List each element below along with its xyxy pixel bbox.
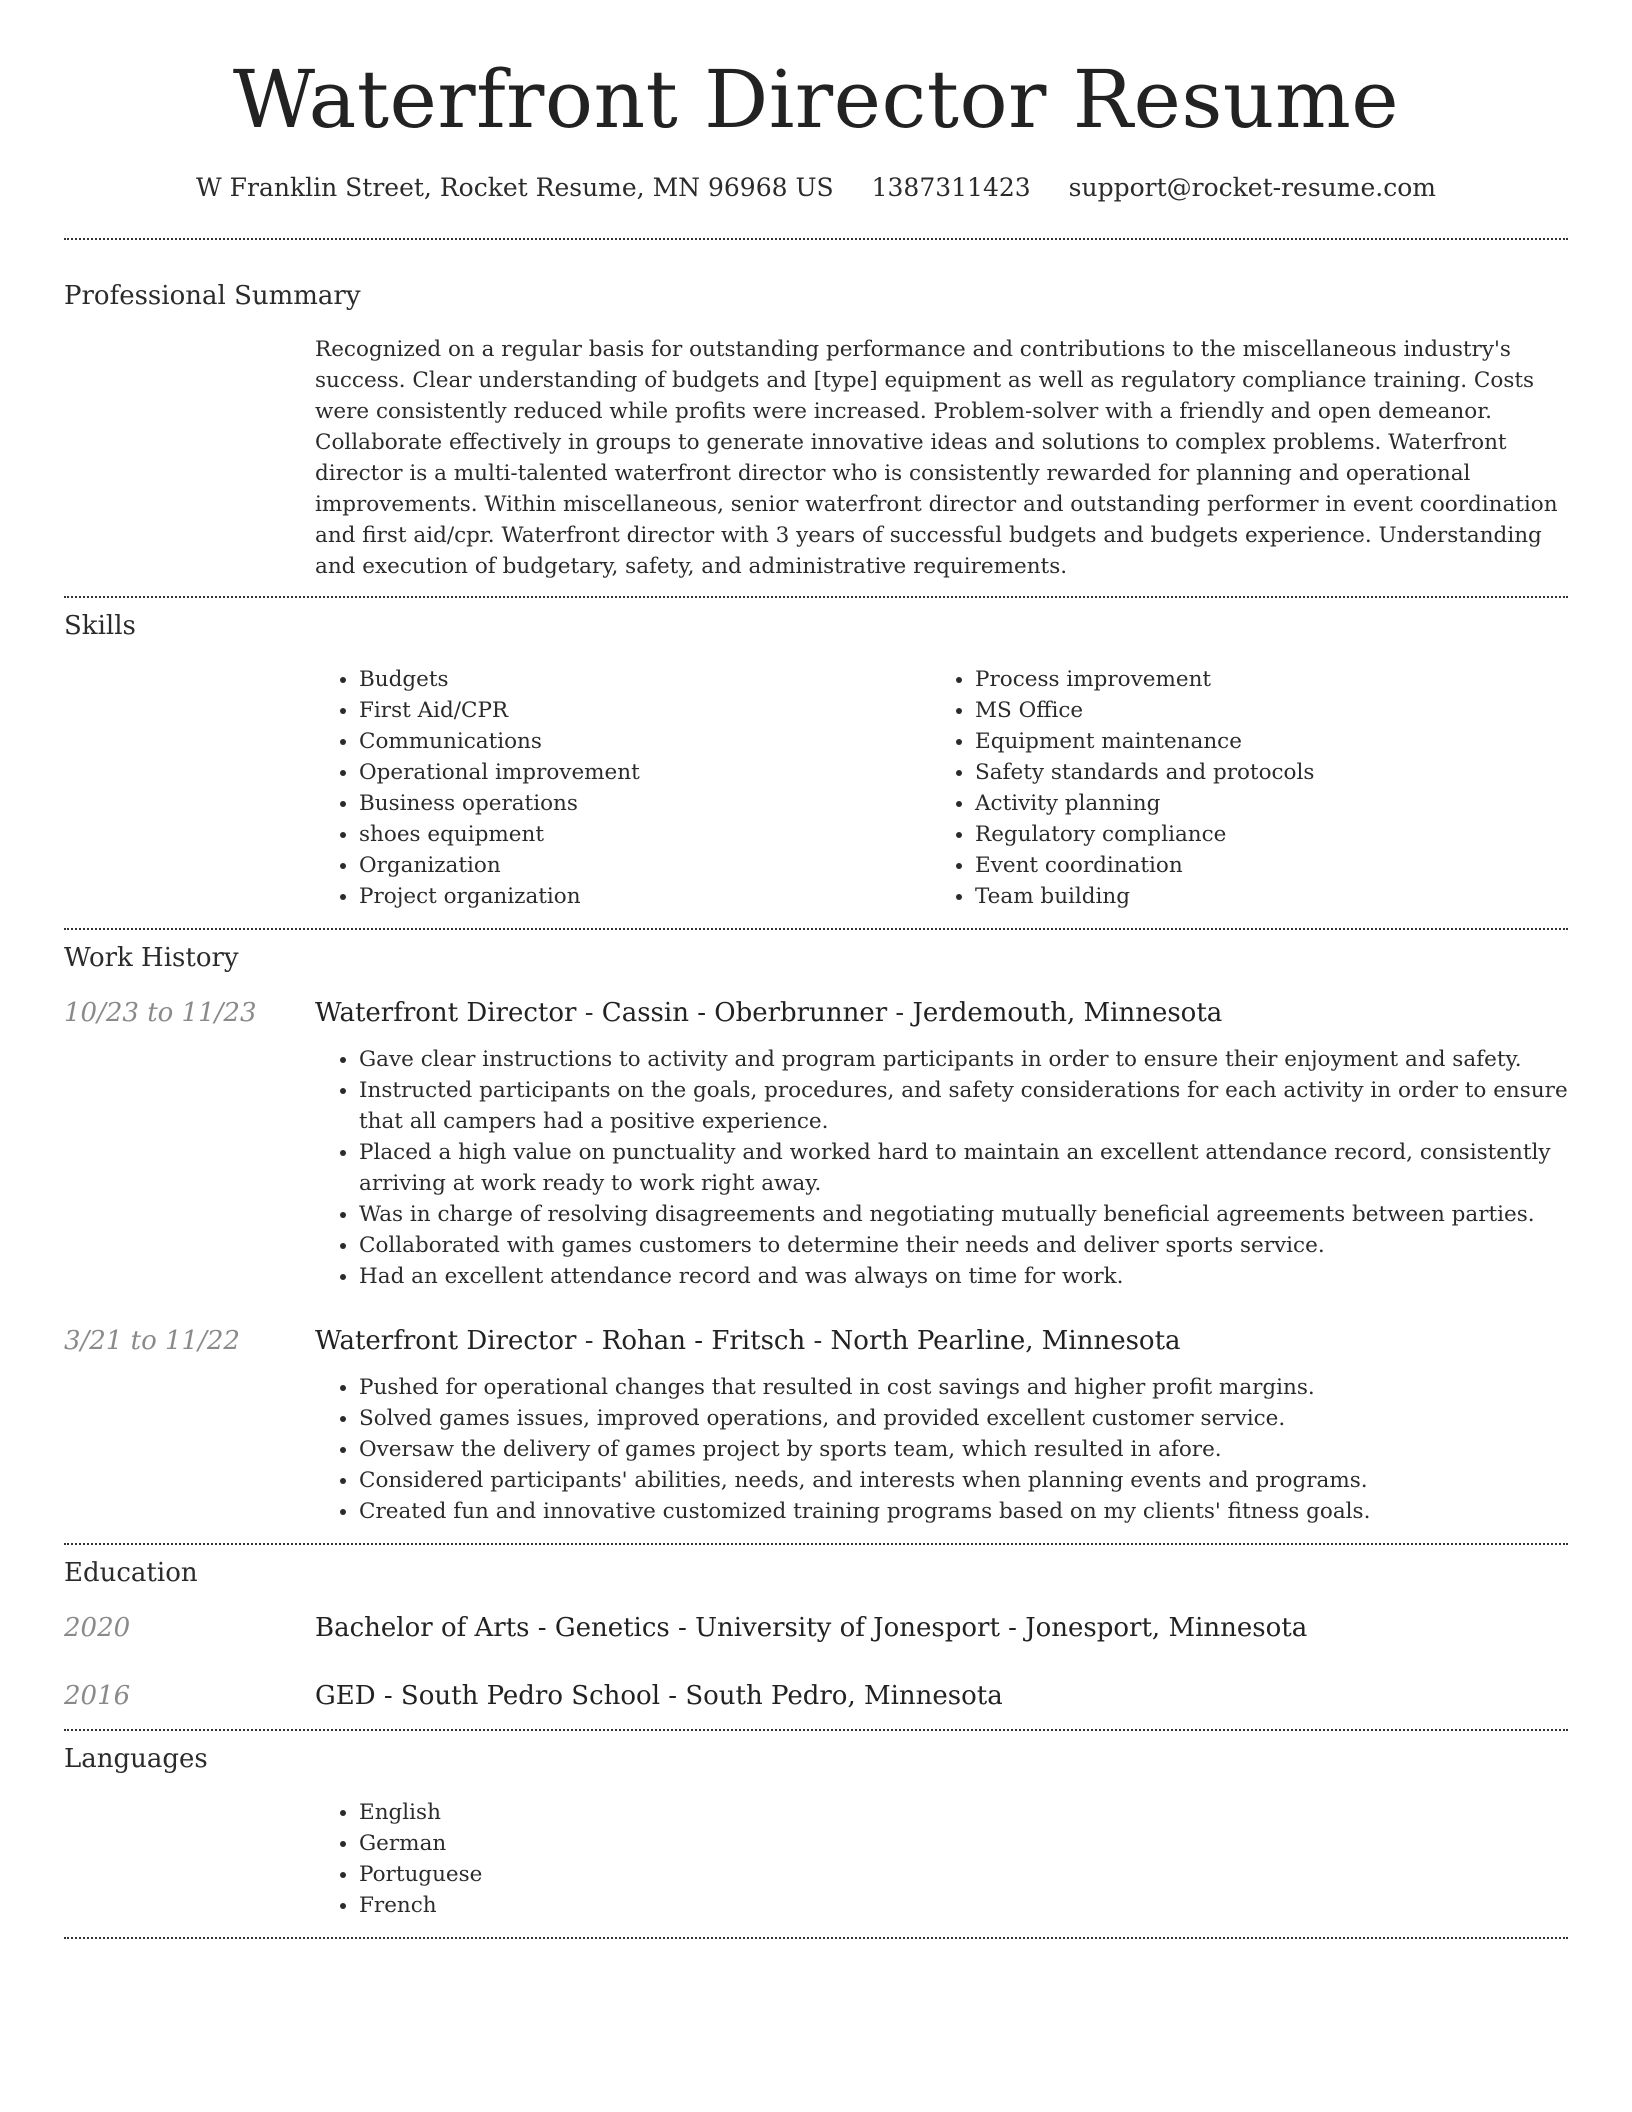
languages-body bbox=[315, 1797, 1568, 1921]
contact-line bbox=[64, 172, 1568, 204]
job-role: Waterfront Director bbox=[315, 998, 577, 1028]
job-title-line: Waterfront Director - Cassin - Oberbrunner - Jerdemouth, Minnesota bbox=[315, 998, 1223, 1028]
skills-section bbox=[64, 598, 1568, 912]
contact-phone: 1387311423 bbox=[871, 173, 1031, 202]
list-item: • Portuguese bbox=[359, 1859, 1568, 1890]
job-company: Cassin - Oberbrunner bbox=[601, 998, 888, 1028]
summary-heading: Professional Summary bbox=[64, 281, 361, 311]
languages-heading: Languages bbox=[64, 1744, 208, 1774]
education-text: Bachelor of Arts - Genetics - University of Jonesport - Jonesport, Minnesota bbox=[315, 1613, 1308, 1643]
education-section bbox=[64, 1545, 1568, 1713]
list-item: • First Aid/CPR bbox=[359, 695, 931, 726]
job-dates: 3/21 to 11/22 bbox=[64, 1326, 240, 1356]
summary-text: Recognized on a regular basis for outstanding performance and contributions to the miscellaneous industry's success. Clear understanding of budgets and [type] equipment as well as regulatory compliance training. Costs were consistently reduced while profits were increased. Problem-solver with a friendly and open demeanor. Collaborate effectively in groups to generate innovative ideas and solutions to complex problems. Waterfront director is a multi-talented waterfront director who is consistently rewarded for planning and operational improvements. Within miscellaneous, senior waterfront director and outstanding performer in event coordination and first aid/cpr. Waterfront director with 3 years of successful budgets and budgets experience. Understanding and execution of budgetary, safety, and administrative requirements. bbox=[315, 337, 1558, 579]
divider bbox=[64, 1937, 1568, 1939]
skills-heading: Skills bbox=[64, 611, 136, 641]
list-item: • Business operations bbox=[359, 788, 931, 819]
contact-email: support@rocket-resume.com bbox=[1068, 173, 1436, 202]
job-bullets bbox=[315, 1044, 1568, 1292]
education-item bbox=[64, 1679, 1568, 1713]
list-item: • Equipment maintenance bbox=[975, 726, 1495, 757]
list-item: • shoes equipment bbox=[359, 819, 931, 850]
list-item: • Had an excellent attendance record and was always on time for work. bbox=[359, 1261, 1568, 1292]
job-bullets bbox=[315, 1372, 1568, 1527]
list-item: • Pushed for operational changes that resulted in cost savings and higher profit margins. bbox=[359, 1372, 1568, 1403]
summary-body bbox=[315, 334, 1568, 582]
job-title-line: Waterfront Director - Rohan - Fritsch - North Pearline, Minnesota bbox=[315, 1326, 1181, 1356]
job-location: North Pearline, Minnesota bbox=[830, 1326, 1181, 1356]
job-bullet-list bbox=[315, 1044, 1568, 1292]
job-header bbox=[64, 996, 1568, 1030]
education-item bbox=[64, 1611, 1568, 1645]
list-item: • German bbox=[359, 1828, 1568, 1859]
work-section bbox=[64, 930, 1568, 1527]
job-location: Jerdemouth, Minnesota bbox=[912, 998, 1223, 1028]
education-year: 2016 bbox=[64, 1681, 131, 1711]
list-item: • Project organization bbox=[359, 881, 931, 912]
skills-list-left bbox=[315, 664, 931, 912]
list-item: • Budgets bbox=[359, 664, 931, 695]
list-item: • Was in charge of resolving disagreements and negotiating mutually beneficial agreements between parties. bbox=[359, 1199, 1568, 1230]
list-item: • Considered participants' abilities, needs, and interests when planning events and programs. bbox=[359, 1465, 1568, 1496]
languages-section bbox=[64, 1731, 1568, 1921]
contact-address: W Franklin Street, Rocket Resume, MN 96968 US bbox=[196, 173, 834, 202]
work-heading: Work History bbox=[64, 943, 239, 973]
job-role: Waterfront Director bbox=[315, 1326, 577, 1356]
skills-list-right bbox=[931, 664, 1495, 912]
list-item: • Communications bbox=[359, 726, 931, 757]
education-year: 2020 bbox=[64, 1613, 131, 1643]
list-item: • Organization bbox=[359, 850, 931, 881]
list-item: • Process improvement bbox=[975, 664, 1495, 695]
list-item: • English bbox=[359, 1797, 1568, 1828]
job-entry bbox=[64, 996, 1568, 1292]
page-title: Waterfront Director Resume bbox=[232, 53, 1400, 146]
list-item: • Team building bbox=[975, 881, 1495, 912]
list-item: • Solved games issues, improved operations, and provided excellent customer service. bbox=[359, 1403, 1568, 1434]
job-dates: 10/23 to 11/23 bbox=[64, 998, 257, 1028]
list-item: • Instructed participants on the goals, procedures, and safety considerations for each activity in order to ensure that all campers had a positive experience. bbox=[359, 1075, 1568, 1137]
education-text: GED - South Pedro School - South Pedro, Minnesota bbox=[315, 1681, 1003, 1711]
list-item: • Operational improvement bbox=[359, 757, 931, 788]
list-item: • Oversaw the delivery of games project by sports team, which resulted in afore. bbox=[359, 1434, 1568, 1465]
job-bullet-list bbox=[315, 1372, 1568, 1527]
list-item: • Collaborated with games customers to determine their needs and deliver sports service. bbox=[359, 1230, 1568, 1261]
list-item: • MS Office bbox=[975, 695, 1495, 726]
job-entry bbox=[64, 1324, 1568, 1527]
skills-grid bbox=[315, 664, 1568, 912]
list-item: • Gave clear instructions to activity and program participants in order to ensure their enjoyment and safety. bbox=[359, 1044, 1568, 1075]
list-item: • Event coordination bbox=[975, 850, 1495, 881]
list-item: • Activity planning bbox=[975, 788, 1495, 819]
list-item: • Placed a high value on punctuality and worked hard to maintain an excellent attendance record, consistently arriving at work ready to work right away. bbox=[359, 1137, 1568, 1199]
education-heading: Education bbox=[64, 1558, 198, 1588]
job-header bbox=[64, 1324, 1568, 1358]
list-item: • Created fun and innovative customized training programs based on my clients' fitness goals. bbox=[359, 1496, 1568, 1527]
list-item: • Regulatory compliance bbox=[975, 819, 1495, 850]
languages-list bbox=[315, 1797, 1568, 1921]
list-item: • Safety standards and protocols bbox=[975, 757, 1495, 788]
job-company: Rohan - Fritsch bbox=[601, 1326, 806, 1356]
list-item: • French bbox=[359, 1890, 1568, 1921]
summary-section bbox=[64, 240, 1568, 582]
